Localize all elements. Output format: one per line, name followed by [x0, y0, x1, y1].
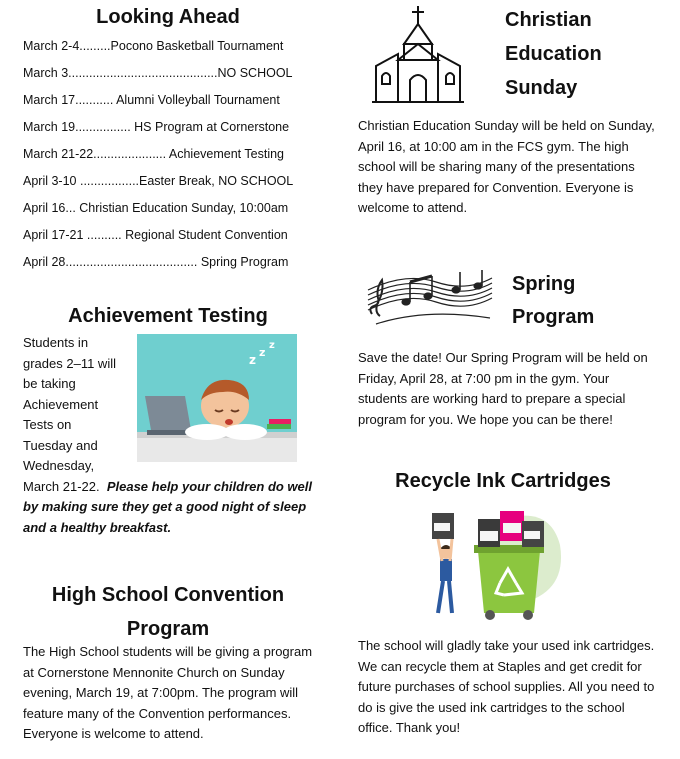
list-item: March 21-22..................... Achievement Testing	[23, 147, 284, 161]
narrow-line: Tuesday and	[23, 437, 98, 453]
church-icon	[372, 4, 464, 106]
christian-education-paragraph: Christian Education Sunday will be held on Sunday, April 16, at 10:00 am in the FCS gym. The high school will be sharing many of the presentations they have prepared for Convention. Everyone is welcome to attend.	[358, 118, 655, 215]
svg-text:z: z	[259, 346, 266, 359]
list-item: April 3-10 .................Easter Break, NO SCHOOL	[23, 174, 294, 188]
christian-education-text	[358, 116, 658, 219]
list-item: March 19................ HS Program at Cornerstone	[23, 120, 290, 134]
recycle-text	[358, 636, 658, 739]
list-item: March 2-4.........Pocono Basketball Tournament	[23, 39, 284, 53]
christian-education-title	[505, 3, 602, 105]
title-line: Program	[512, 306, 595, 328]
list-item: April 28...................................... Spring Program	[23, 255, 289, 269]
high-school-convention-title	[23, 578, 313, 646]
title-line: Education	[505, 43, 602, 65]
title-line: Spring	[512, 273, 576, 295]
narrow-line: Wednesday,	[23, 458, 95, 473]
achievement-testing-text	[23, 333, 313, 538]
list-item: April 17-21 .......... Regional Student Convention	[23, 228, 288, 242]
narrow-line: grades 2–11 will	[23, 355, 116, 371]
svg-text:z: z	[249, 353, 256, 367]
list-item: March 3...........................................NO SCHOOL	[23, 66, 293, 80]
title-line: Christian	[505, 9, 592, 31]
spring-program-paragraph: Save the date! Our Spring Program will be held on Friday, April 28, at 7:00 pm in the gym. Your students are working hard to prepare a special program for you. We hope you can be there!	[358, 350, 648, 427]
title-line: Program	[126, 618, 210, 640]
achievement-testing-emphasis: Please help your children do well by making sure they get a good night of sleep and a healthy breakfast.	[23, 478, 312, 535]
title-line: High School Convention	[51, 584, 285, 606]
music-notes-icon	[366, 268, 494, 330]
list-item: April 16... Christian Education Sunday, 10:00am	[23, 201, 289, 215]
looking-ahead-title: Looking Ahead	[96, 6, 240, 28]
narrow-line: Tests on	[23, 417, 72, 432]
high-school-convention-paragraph: The High School students will be giving a program at Cornerstone Mennonite Church on Sunday evening, March 19, at 7:00pm. The program will feature many of the Convention performances. Everyone is welcome to attend.	[23, 644, 313, 741]
narrow-line: Students in	[23, 335, 89, 350]
spring-program-title	[512, 268, 594, 334]
recycle-bin-icon	[418, 505, 568, 620]
recycle-paragraph: The school will gladly take your used ink cartridges. We can recycle them at Staples and get credit for future purchases of school supplies. All you need to do is give the used ink cartridges to the school office. Thank you!	[358, 638, 655, 735]
title-line: Sunday	[505, 77, 578, 99]
high-school-convention-text	[23, 642, 313, 745]
spring-program-text	[358, 348, 658, 430]
recycle-title: Recycle Ink Cartridges	[395, 470, 611, 492]
achievement-testing-paragraph	[23, 477, 313, 539]
list-item: March 17........... Alumni Volleyball Tournament	[23, 93, 280, 107]
svg-text:z: z	[269, 340, 275, 351]
narrow-line: Achievement	[23, 396, 99, 412]
achievement-testing-dates: March 21-22.	[23, 478, 100, 494]
looking-ahead-list	[23, 36, 313, 279]
narrow-line: be taking	[23, 376, 76, 391]
achievement-testing-title: Achievement Testing	[68, 305, 268, 327]
